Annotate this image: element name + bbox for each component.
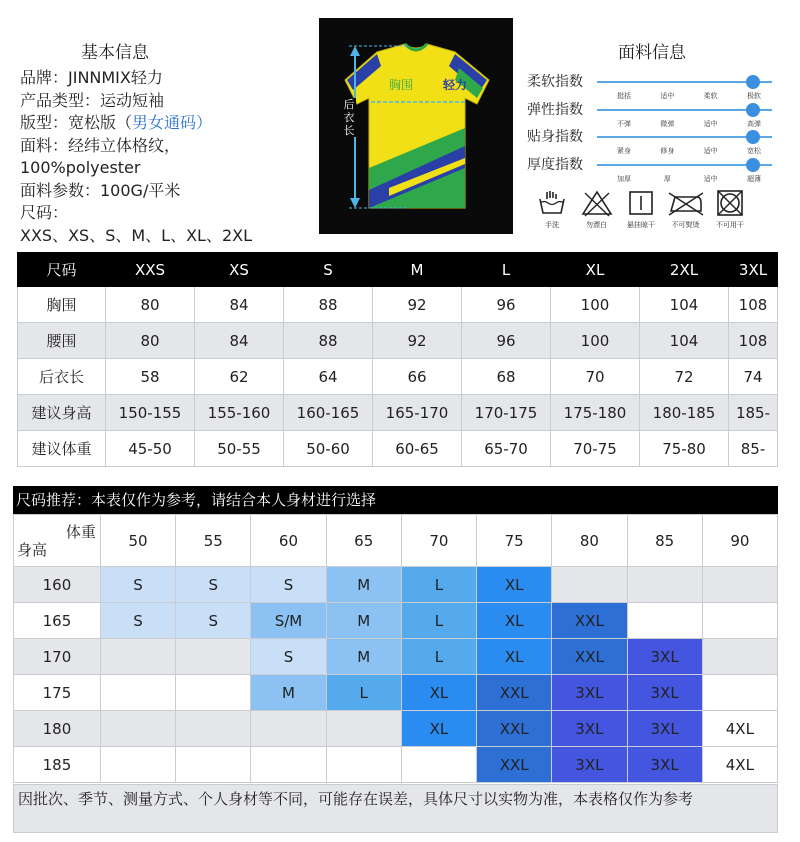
size-cell: 70 <box>551 359 640 395</box>
fabric-row <box>524 71 780 99</box>
rec-cell: L <box>401 567 476 603</box>
fabric-scale-tick: 修身 <box>660 147 675 155</box>
rec-cell: M <box>326 639 401 675</box>
rec-corner <box>14 515 101 567</box>
rec-cell: 3XL <box>627 711 702 747</box>
rec-cell: 4XL <box>702 711 777 747</box>
fabric-scale-tick: 紧身 <box>617 147 631 155</box>
size-cell: 70-75 <box>551 431 640 467</box>
fit-suffix: ） <box>196 113 213 132</box>
rec-cell <box>552 567 627 603</box>
size-cell: 75-80 <box>640 431 729 467</box>
size-table <box>17 252 778 467</box>
rec-cell: S <box>251 639 326 675</box>
rec-cell <box>100 711 175 747</box>
rec-cell: XL <box>477 639 552 675</box>
rec-row <box>14 675 778 711</box>
weight-header: 75 <box>477 515 552 567</box>
rec-row <box>14 747 778 783</box>
size-cell: 96 <box>462 323 551 359</box>
size-cell: 84 <box>195 323 284 359</box>
size-cell: 150-155 <box>106 395 195 431</box>
fabric-scale-tick: 适中 <box>703 174 718 183</box>
rec-cell <box>100 639 175 675</box>
height-header: 175 <box>14 675 101 711</box>
size-table-row <box>18 395 778 431</box>
rec-cell: XXL <box>477 747 552 783</box>
care-label: 悬挂晾干 <box>627 221 655 229</box>
no-bleach-icon <box>577 188 617 218</box>
size-cell: 60-65 <box>373 431 462 467</box>
fit-highlight: 男女通码 <box>132 113 197 132</box>
hang-dry-icon <box>621 188 661 218</box>
care-item <box>710 188 750 230</box>
rec-row <box>14 567 778 603</box>
fit-line <box>20 112 320 135</box>
no-iron-icon <box>666 188 706 218</box>
rec-cell <box>176 711 251 747</box>
rec-cell: XXL <box>552 639 627 675</box>
size-cell: 170-175 <box>462 395 551 431</box>
rec-cell <box>702 603 777 639</box>
height-header: 170 <box>14 639 101 675</box>
fabric-scale-tick: 挺括 <box>617 92 631 100</box>
fabric-row <box>524 99 780 127</box>
rec-cell: 3XL <box>552 747 627 783</box>
size-cell: 85- <box>729 431 778 467</box>
height-header: 180 <box>14 711 101 747</box>
rec-cell <box>251 711 326 747</box>
size-cell: 180-185 <box>640 395 729 431</box>
rec-cell: XXL <box>477 675 552 711</box>
rec-cell: S <box>100 603 175 639</box>
height-axis-label: 身高 <box>17 541 48 559</box>
back-length-label: 后衣长 <box>343 98 355 137</box>
size-row-label: 建议身高 <box>18 395 106 431</box>
rec-cell <box>251 747 326 783</box>
size-cell: 64 <box>284 359 373 395</box>
rec-cell: XL <box>401 675 476 711</box>
fabric-scale-tick: 不弹 <box>617 119 631 128</box>
height-header: 165 <box>14 603 101 639</box>
size-cell: 104 <box>640 323 729 359</box>
fabric-info-title: 面料信息 <box>618 43 686 63</box>
rec-cell <box>702 639 777 675</box>
fabric-row <box>524 154 780 182</box>
fabric-scale-tick: 厚 <box>663 174 671 183</box>
size-cell: 92 <box>373 287 462 323</box>
size-cell: 96 <box>462 287 551 323</box>
rec-cell: XL <box>477 567 552 603</box>
fabric-weight-line: 面料参数：100G/平米 <box>20 180 181 200</box>
care-label: 手洗 <box>545 221 559 229</box>
rec-cell: S <box>251 567 326 603</box>
rec-cell: M <box>251 675 326 711</box>
rec-cell: S/M <box>251 603 326 639</box>
rec-cell: XXL <box>477 711 552 747</box>
size-cell: 50-60 <box>284 431 373 467</box>
fabric-scale-tick: 超薄 <box>746 174 761 183</box>
basic-info-title: 基本信息 <box>81 43 149 63</box>
rec-cell: XXL <box>552 603 627 639</box>
size-header: 3XL <box>729 253 778 287</box>
size-cell: 50-55 <box>195 431 284 467</box>
fabric-row-label: 弹性指数 <box>527 101 583 118</box>
rec-cell: XL <box>477 603 552 639</box>
rec-cell <box>627 603 702 639</box>
care-item <box>666 188 706 230</box>
fabric-line: 面料：经纬立体格纹， <box>20 135 181 155</box>
size-cell: 80 <box>106 323 195 359</box>
no-tumble-dry-icon <box>710 188 750 218</box>
brand-mark: 轻力 <box>443 78 468 92</box>
fabric-scale-tick: 极软 <box>746 92 761 100</box>
care-label: 勿漂白 <box>586 221 607 229</box>
size-header: M <box>373 253 462 287</box>
rec-cell <box>702 567 777 603</box>
fabric-info-panel <box>524 38 780 181</box>
fabric-material-line: 100%polyester <box>20 158 141 177</box>
size-cell: 100 <box>551 323 640 359</box>
size-header: XS <box>195 253 284 287</box>
fabric-scale-knob <box>746 103 760 117</box>
rec-cell: 3XL <box>552 711 627 747</box>
rec-cell: M <box>326 603 401 639</box>
fabric-row-label: 柔软指数 <box>527 74 583 90</box>
rec-cell: S <box>176 603 251 639</box>
rec-cell <box>176 747 251 783</box>
size-row-label: 建议体重 <box>18 431 106 467</box>
rec-cell <box>326 711 401 747</box>
rec-cell: 3XL <box>552 675 627 711</box>
rec-cell: L <box>401 639 476 675</box>
weight-header: 85 <box>627 515 702 567</box>
rec-header-row <box>14 515 778 567</box>
height-header: 160 <box>14 567 101 603</box>
size-cell: 68 <box>462 359 551 395</box>
fabric-row-label: 贴身指数 <box>527 129 583 145</box>
weight-header: 55 <box>176 515 251 567</box>
rec-cell: 3XL <box>627 747 702 783</box>
size-cell: 88 <box>284 287 373 323</box>
size-header: 2XL <box>640 253 729 287</box>
size-header: S <box>284 253 373 287</box>
size-table-row <box>18 431 778 467</box>
size-row-label: 腰围 <box>18 323 106 359</box>
size-header-label: 尺码 <box>18 253 106 287</box>
weight-axis-label: 体重 <box>65 523 96 541</box>
care-item <box>577 188 617 230</box>
weight-header: 65 <box>326 515 401 567</box>
size-row-label: 后衣长 <box>18 359 106 395</box>
rec-cell: 3XL <box>627 639 702 675</box>
rec-cell <box>100 675 175 711</box>
weight-header: 80 <box>552 515 627 567</box>
rec-cell: M <box>326 567 401 603</box>
care-item <box>621 188 661 230</box>
size-row-label: 胸围 <box>18 287 106 323</box>
rec-cell: 4XL <box>702 747 777 783</box>
size-table-row <box>18 287 778 323</box>
care-label: 不可熨烫 <box>671 221 700 229</box>
brand-line: 品牌：JINNMIX轻力 <box>20 68 163 87</box>
fabric-scale-knob <box>746 75 760 89</box>
fabric-row-label: 厚度指数 <box>527 156 583 173</box>
size-cell: 66 <box>373 359 462 395</box>
rec-row <box>14 603 778 639</box>
size-cell: 100 <box>551 287 640 323</box>
fabric-scale-tick: 适中 <box>703 147 718 155</box>
size-cell: 108 <box>729 287 778 323</box>
size-cell: 165-170 <box>373 395 462 431</box>
weight-header: 90 <box>702 515 777 567</box>
fabric-row <box>524 126 780 154</box>
fabric-scale-tick: 宽松 <box>746 147 761 155</box>
recommendation-table <box>13 514 778 783</box>
care-item <box>532 188 572 230</box>
size-cell: 108 <box>729 323 778 359</box>
rec-cell <box>176 639 251 675</box>
rec-cell: S <box>100 567 175 603</box>
rec-cell: 3XL <box>627 675 702 711</box>
size-table-row <box>18 323 778 359</box>
weight-header: 70 <box>401 515 476 567</box>
size-cell: 72 <box>640 359 729 395</box>
size-header: XXS <box>106 253 195 287</box>
size-cell: 74 <box>729 359 778 395</box>
care-label: 不可用干 <box>716 221 744 229</box>
rec-cell: S <box>176 567 251 603</box>
hand-wash-icon <box>532 188 572 218</box>
size-header: XL <box>551 253 640 287</box>
recommendation-title: 尺码推荐：本表仅作为参考，请结合本人身材进行选择 <box>13 486 778 514</box>
fabric-scale-tick: 适中 <box>660 92 675 100</box>
sizes-list-line: XXS、XS、S、M、L、XL、2XL <box>20 225 253 245</box>
rec-row <box>14 639 778 675</box>
height-header: 185 <box>14 747 101 783</box>
product-type-line: 产品类型：运动短袖 <box>20 90 165 110</box>
rec-cell <box>702 675 777 711</box>
rec-cell <box>100 747 175 783</box>
size-cell: 58 <box>106 359 195 395</box>
size-table-row <box>18 359 778 395</box>
fabric-scale-tick: 微弹 <box>660 119 675 128</box>
fabric-scale-ticks <box>604 174 774 184</box>
size-cell: 84 <box>195 287 284 323</box>
fabric-scale-tick: 高弹 <box>746 119 761 128</box>
fit-prefix: 版型：宽松版（ <box>20 113 133 132</box>
size-cell: 65-70 <box>462 431 551 467</box>
size-cell: 80 <box>106 287 195 323</box>
rec-cell <box>401 747 476 783</box>
fabric-scale-tick: 柔软 <box>703 92 718 100</box>
size-cell: 62 <box>195 359 284 395</box>
fabric-scale-tick: 加厚 <box>617 174 631 183</box>
chest-label: 胸围 <box>389 78 414 92</box>
weight-header: 60 <box>251 515 326 567</box>
size-cell: 104 <box>640 287 729 323</box>
size-cell: 155-160 <box>195 395 284 431</box>
rec-cell: L <box>326 675 401 711</box>
fabric-scale-tick: 适中 <box>703 119 718 128</box>
size-cell: 92 <box>373 323 462 359</box>
rec-cell <box>627 567 702 603</box>
shirt-photo <box>319 18 513 234</box>
rec-row <box>14 711 778 747</box>
rec-cell <box>176 675 251 711</box>
fabric-scale-knob <box>746 158 760 172</box>
rec-cell: L <box>401 603 476 639</box>
size-cell: 185- <box>729 395 778 431</box>
size-cell: 160-165 <box>284 395 373 431</box>
fabric-scale-knob <box>746 130 760 144</box>
size-cell: 175-180 <box>551 395 640 431</box>
footnote: 因批次、季节、测量方式、个人身材等不同，可能存在误差，具体尺寸以实物为准，本表格仅作为参考 <box>13 784 778 833</box>
size-cell: 45-50 <box>106 431 195 467</box>
rec-cell <box>326 747 401 783</box>
basic-info-panel <box>20 38 320 247</box>
sizes-label-line: 尺码： <box>20 203 69 222</box>
care-icons <box>532 188 750 230</box>
rec-cell: XL <box>401 711 476 747</box>
weight-header: 50 <box>100 515 175 567</box>
size-header: L <box>462 253 551 287</box>
size-cell: 88 <box>284 323 373 359</box>
